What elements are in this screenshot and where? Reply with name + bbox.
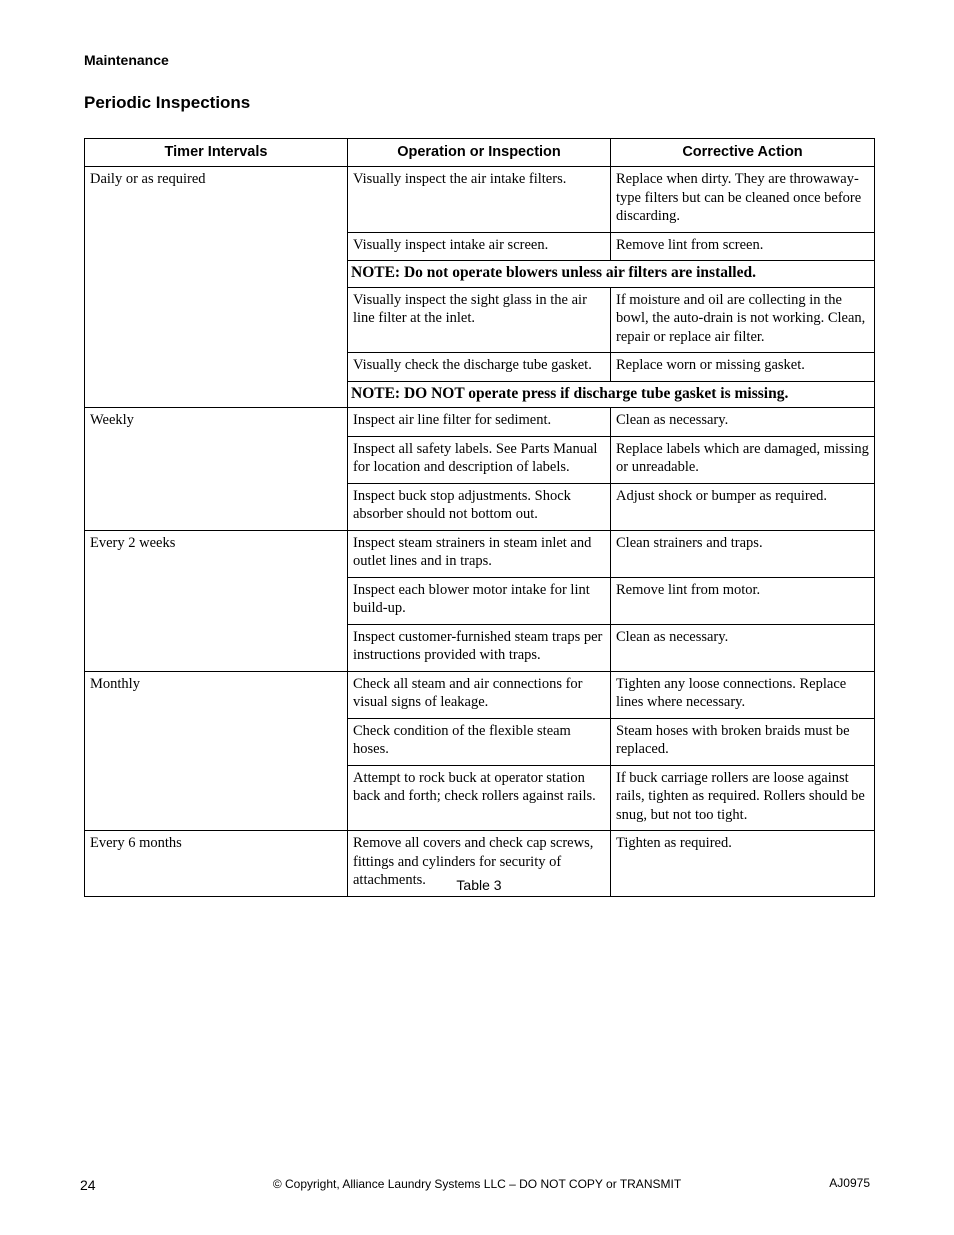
interval-cell: Every 6 months [85, 831, 348, 897]
operation-cell: Visually inspect intake air screen. [348, 232, 611, 261]
table-row [85, 530, 875, 577]
action-cell: Clean as necessary. [611, 624, 875, 671]
periodic-inspections-table [84, 138, 875, 897]
operation-cell: Visually check the discharge tube gasket. [348, 353, 611, 382]
action-cell: Clean strainers and traps. [611, 530, 875, 577]
operation-cell: Check all steam and air connections for visual signs of leakage. [348, 671, 611, 718]
operation-cell: Remove all covers and check cap screws, fittings and cylinders for security of attachments. [348, 831, 611, 897]
table-row [85, 408, 875, 437]
table-header-row [85, 139, 875, 167]
action-cell: Remove lint from screen. [611, 232, 875, 261]
interval-cell: Daily or as required [85, 167, 348, 408]
operation-cell: Check condition of the flexible steam hoses. [348, 718, 611, 765]
operation-cell: Inspect customer-furnished steam traps per instructions provided with traps. [348, 624, 611, 671]
action-cell: Adjust shock or bumper as required. [611, 483, 875, 530]
action-cell: Steam hoses with broken braids must be replaced. [611, 718, 875, 765]
operation-cell: Visually inspect the air intake filters. [348, 167, 611, 233]
note-cell: NOTE: DO NOT operate press if discharge tube gasket is missing. [348, 381, 875, 408]
action-cell: Tighten any loose connections. Replace lines where necessary. [611, 671, 875, 718]
action-cell: If buck carriage rollers are loose against rails, tighten as required. Rollers should be snug, but not too tight. [611, 765, 875, 831]
operation-cell: Inspect each blower motor intake for lint build-up. [348, 577, 611, 624]
operation-cell: Attempt to rock buck at operator station back and forth; check rollers against rails. [348, 765, 611, 831]
header-corrective-action: Corrective Action [611, 139, 875, 167]
action-cell: If moisture and oil are collecting in the bowl, the auto-drain is not working. Clean, repair or replace air filter. [611, 287, 875, 353]
interval-cell: Weekly [85, 408, 348, 531]
action-cell: Tighten as required. [611, 831, 875, 897]
page-title: Periodic Inspections [84, 93, 251, 112]
operation-cell: Inspect buck stop adjustments. Shock absorber should not bottom out. [348, 483, 611, 530]
operation-cell: Visually inspect the sight glass in the air line filter at the inlet. [348, 287, 611, 353]
page-number: 24 [80, 1177, 96, 1193]
copyright-notice: © Copyright, Alliance Laundry Systems LLC – DO NOT COPY or TRANSMIT [272, 1177, 682, 1191]
operation-cell: Inspect air line filter for sediment. [348, 408, 611, 437]
interval-cell: Every 2 weeks [85, 530, 348, 671]
header-operation-or-inspection: Operation or Inspection [348, 139, 611, 167]
action-cell: Replace when dirty. They are throwaway-type filters but can be cleaned once before discarding. [611, 167, 875, 233]
document-code: AJ0975 [829, 1176, 870, 1190]
header-timer-intervals: Timer Intervals [85, 139, 348, 167]
action-cell: Replace worn or missing gasket. [611, 353, 875, 382]
action-cell: Remove lint from motor. [611, 577, 875, 624]
interval-cell: Monthly [85, 671, 348, 831]
section-header: Maintenance [84, 52, 169, 68]
action-cell: Replace labels which are damaged, missing or unreadable. [611, 436, 875, 483]
note-cell: NOTE: Do not operate blowers unless air filters are installed. [348, 261, 875, 288]
action-cell: Clean as necessary. [611, 408, 875, 437]
operation-cell: Inspect steam strainers in steam inlet and outlet lines and in traps. [348, 530, 611, 577]
table-row [85, 167, 875, 233]
table-row [85, 671, 875, 718]
table-caption: Table 3 [456, 877, 502, 893]
operation-cell: Inspect all safety labels. See Parts Manual for location and description of labels. [348, 436, 611, 483]
